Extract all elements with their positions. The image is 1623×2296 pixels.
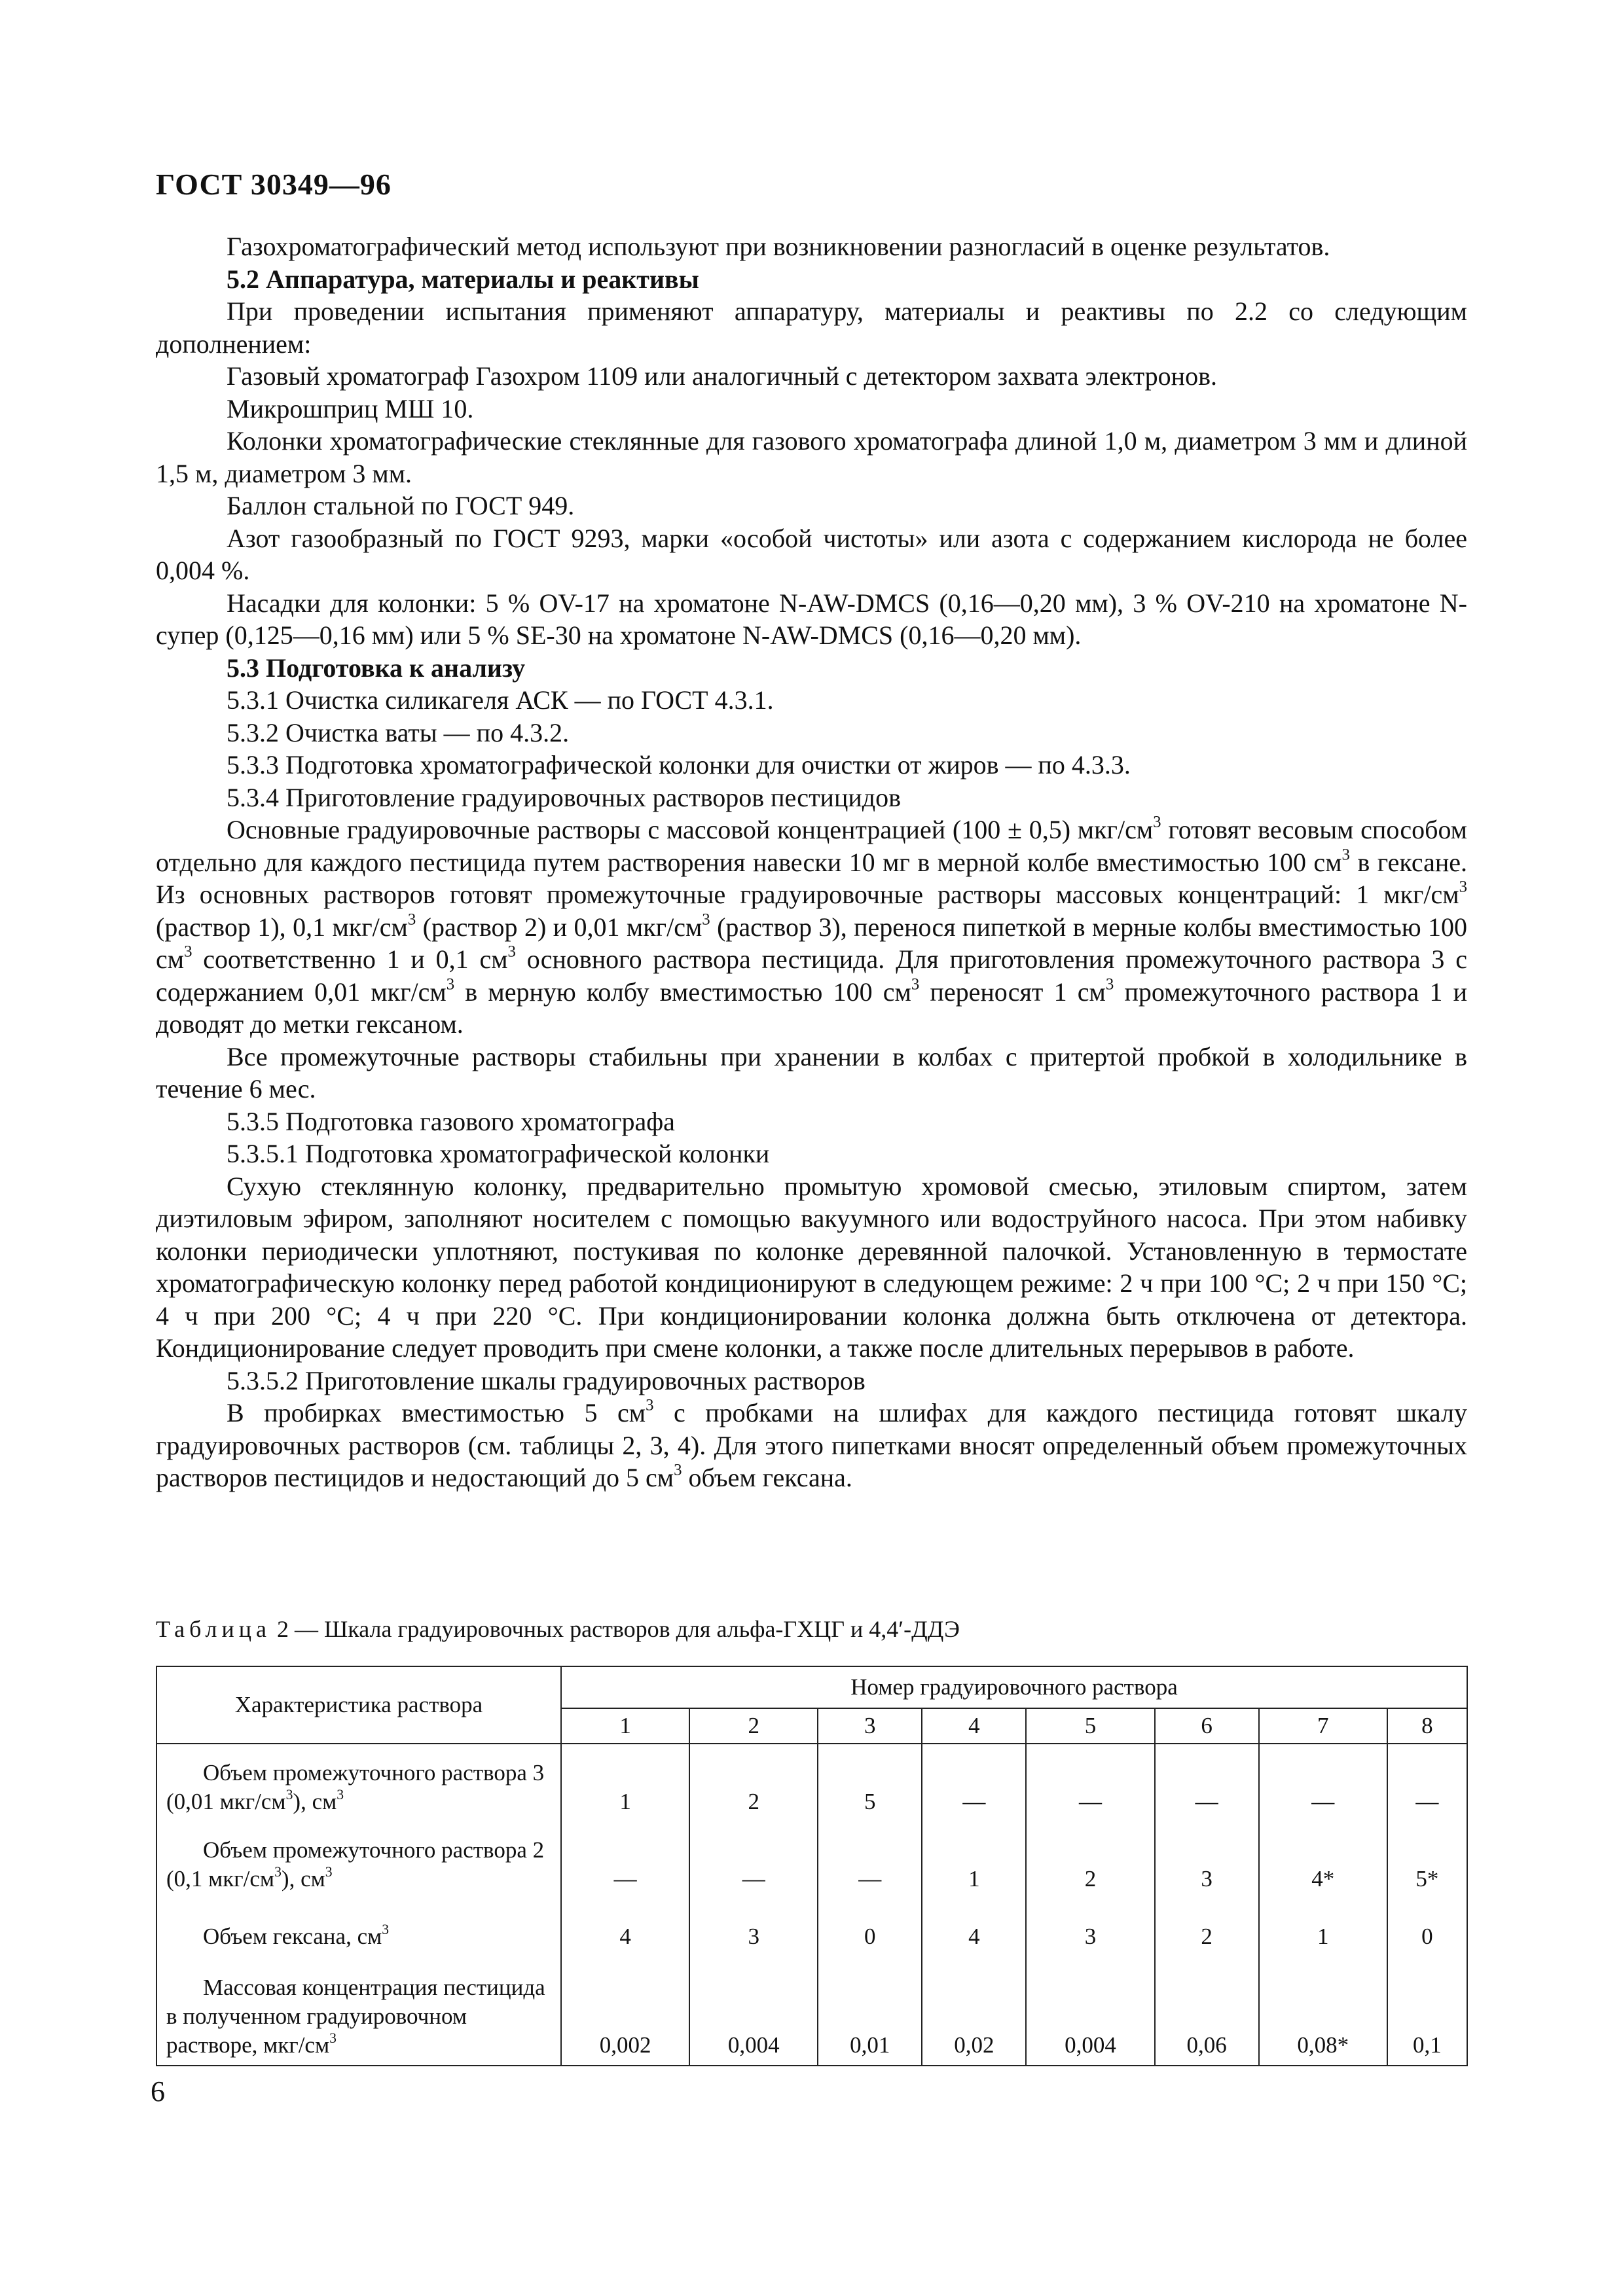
table-header-number: 1 [561,1708,689,1744]
table-header-characteristic: Характеристика раствора [156,1666,561,1744]
table-row [156,1821,1467,1899]
paragraph: Газохроматографический метод используют при возникновении разногласий в оценке результатов. [227,232,1330,261]
table-cell: 0,06 [1155,1956,1259,2066]
table-cell: 3 [1155,1821,1259,1899]
paragraph: 5.3.1 Очистка силикагеля АСК — по ГОСТ 4.3.1. [227,685,774,715]
row-label: Объем промежуточного раствора 3 (0,01 мкг/$см^3$), $см^3$ [156,1744,561,1821]
paragraph: Микрошприц МШ 10. [227,393,474,423]
table-cell: — [1155,1744,1259,1821]
paragraph: Баллон стальной по ГОСТ 949. [227,491,575,520]
table-cell: 1 [561,1744,689,1821]
table-row [156,1956,1467,2066]
paragraph: 5.3.3 Подготовка хроматографической колонки для очистки от жиров — по 4.3.3. [227,750,1131,780]
paragraph: В пробирках вместимостью 5 $см^3$ с пробками на шлифах для каждого пестицида готовят шкалу градуировочных растворов (см. таблицы 2, 3, 4). Для этого пипетками вносят определенный объем промежуточных растворов пестицидов и недостающий до 5 $см^3$ объем гексана. [156,1396,1467,1492]
section-heading: 5.2 Аппаратура, материалы и реактивы [227,264,699,294]
table-cell: 4 [561,1899,689,1956]
table-cell: 0,004 [689,1956,818,2066]
table-cell: — [818,1821,922,1899]
table-cell: 1 [922,1821,1026,1899]
table-cell: 3 [689,1899,818,1956]
table-cell: 0,1 [1387,1956,1467,2066]
table-cell: — [1387,1744,1467,1821]
table-header-number: 2 [689,1708,818,1744]
paragraph: 5.3.2 Очистка ваты — по 4.3.2. [227,717,570,747]
table-header-group: Номер градуировочного раствора [561,1666,1467,1708]
table-cell: 3 [1026,1899,1154,1956]
table-cell: 5 [818,1744,922,1821]
table-cell: — [922,1744,1026,1821]
table-caption [156,1615,960,1643]
table-header-number: 7 [1259,1708,1387,1744]
table-cell: — [1026,1744,1154,1821]
paragraph: Основные градуировочные растворы с массовой концентрацией (100 ± 0,5) мкг/$см^3$ готовят весовым способом отдельно для каждого пестицида путем растворения навески 10 мг в мерной колбе вместимостью 100 $см^3$ в гексане. Из основных растворов готовят промежуточные градуировочные растворы массовых концентраций: 1 мкг/$см^3$ (раствор 1), 0,1 мкг/$см^3$ (раствор 2) и 0,01 мкг/$см^3$ (раствор 3), перенося пипеткой в мерные колбы вместимостью 100 $см^3$ соответственно 1 и 0,1 $см^3$ основного раствора пестицида. Для приготовления промежуточного раствора 3 с содержанием 0,01 мкг/$см^3$ в мерную колбу вместимостью 100 $см^3$ переносят 1 $см^3$ промежуточного раствора 1 и доводят до метки гексаном. [156,813,1468,1039]
paragraph: 5.3.5.2 Приготовление шкалы градуировочных растворов [227,1365,866,1395]
calibration-table [156,1666,1468,2066]
table-caption-word: Таблица [156,1616,271,1642]
table-cell: — [561,1821,689,1899]
table-cell: 2 [1155,1899,1259,1956]
page-header: ГОСТ 30349—96 [156,168,392,201]
table-cell: 2 [1026,1821,1154,1899]
table-row [156,1899,1467,1956]
table-cell: 1 [1259,1899,1387,1956]
page-number: 6 [151,2075,165,2108]
paragraph: 5.3.4 Приготовление градуировочных растворов пестицидов [227,782,901,812]
table-row [156,1744,1467,1821]
row-label: Объем промежуточного раствора 2 (0,1 мкг/$см^3$), $см^3$ [156,1821,561,1899]
paragraph: 5.3.5.1 Подготовка хроматографической колонки [227,1139,770,1168]
section-heading: 5.3 Подготовка к анализу [227,653,526,683]
table-cell: 5* [1387,1821,1467,1899]
table-cell: 4* [1259,1821,1387,1899]
table-cell: 0,02 [922,1956,1026,2066]
table-caption-text: 2 — Шкала градуировочных растворов для альфа-ГХЦГ и 4,4′-ДДЭ [270,1616,960,1642]
document-body [156,230,1467,1494]
paragraph: 5.3.5 Подготовка газового хроматографа [227,1106,675,1136]
table-header-number: 5 [1026,1708,1154,1744]
table-cell: 4 [922,1899,1026,1956]
table-cell: 0 [1387,1899,1467,1956]
paragraph: Колонки хроматографические стеклянные для газового хроматографа длиной 1,0 м, диаметром 3 мм и длиной 1,5 м, диаметром 3 мм. [156,426,1467,488]
table-cell: 0 [818,1899,922,1956]
table-cell: 0,002 [561,1956,689,2066]
paragraph: Все промежуточные растворы стабильны при хранении в колбах с притертой пробкой в холодильнике в течение 6 мес. [156,1041,1467,1103]
table-header-number: 3 [818,1708,922,1744]
table-cell: 0,01 [818,1956,922,2066]
table-cell: 0,08* [1259,1956,1387,2066]
paragraph: Сухую стеклянную колонку, предварительно промытую хромовой смесью, этиловым спиртом, затем диэтиловым эфиром, заполняют носителем с помощью вакуумного или водоструйного насоса. При этом набивку колонки периодически уплотняют, постукивая по колонке деревянной палочкой. Установленную в термостате хроматографическую колонку перед работой кондиционируют в следующем режиме: 2 ч при 100 °С; 2 ч при 150 °С; 4 ч при 200 °С; 4 ч при 220 °С. При кондиционировании колонка должна быть отключена от детектора. Кондиционирование следует проводить при смене колонки, а также после длительных перерывов в работе. [156,1171,1467,1363]
paragraph: Азот газообразный по ГОСТ 9293, марки «особой чистоты» или азота с содержанием кислорода не более 0,004 %. [156,523,1467,585]
table-header-number: 6 [1155,1708,1259,1744]
table-cell: — [1259,1744,1387,1821]
table-cell: — [689,1821,818,1899]
paragraph: Насадки для колонки: 5 % OV-17 на хроматоне N-AW-DMCS (0,16—0,20 мм), 3 % OV-210 на хроматоне N-супер (0,125—0,16 мм) или 5 % SE-30 на хроматоне N-AW-DMCS (0,16—0,20 мм). [156,588,1467,650]
table-header-number: 8 [1387,1708,1467,1744]
row-label: Массовая концентрация пестицида в полученном градуировочном растворе, мкг/$см^3$ [156,1956,561,2066]
table-cell: 2 [689,1744,818,1821]
table-cell: 0,004 [1026,1956,1154,2066]
paragraph: При проведении испытания применяют аппаратуру, материалы и реактивы по 2.2 со следующим дополнением: [156,296,1467,359]
row-label: Объем гексана, $см^3$ [156,1899,561,1956]
table-header-number: 4 [922,1708,1026,1744]
paragraph: Газовый хроматограф Газохром 1109 или аналогичный с детектором захвата электронов. [227,361,1217,391]
